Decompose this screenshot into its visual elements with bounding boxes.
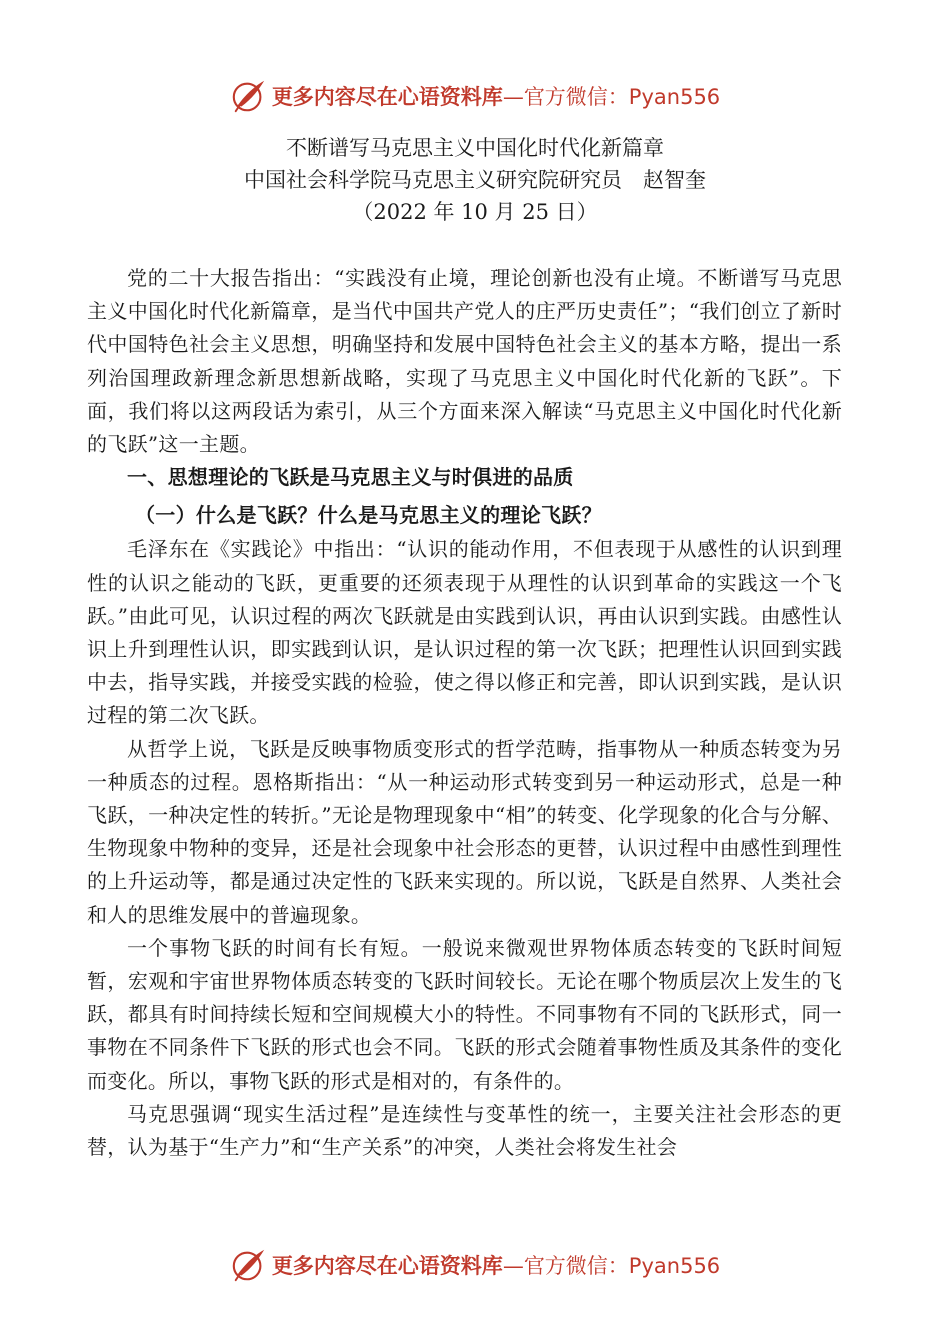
- banner-official-text: —官方微信：Pyan556: [502, 85, 721, 109]
- banner-main-text: 更多内容尽在心语资料库: [271, 85, 503, 109]
- body-paragraph: 马克思强调“现实生活过程”是连续性与变革性的统一，主要关注社会形态的更替，认为基于“生产力”和“生产关系”的冲突，人类社会将发生社会: [87, 1101, 842, 1160]
- section-heading: 一、思想理论的飞跃是马克思主义与时俱进的品质: [127, 465, 574, 490]
- banner-text: [272, 1250, 720, 1280]
- body-paragraph: 从哲学上说，飞跃是反映事物质变形式的哲学范畴，指事物从一种质态转变为另一种质态的过程。恩格斯指出：“从一种运动形式转变到另一种运动形式，总是一种飞跃，一种决定性的转折。”无论是物理现象中“相”的转变、化学现象的化合与分解、生物现象中物种的变异，还是社会现象中社会形态的更替，认识过程中由感性到理性的上升运动等，都是通过决定性的飞跃来实现的。所以说，飞跃是自然界、人类社会和人的思维发展中的普遍现象。: [87, 736, 842, 927]
- article-author: 中国社会科学院马克思主义研究院研究员 赵智奎: [244, 168, 706, 192]
- body-paragraph: 一个事物飞跃的时间有长有短。一般说来微观世界物体质态转变的飞跃时间短暂，宏观和宇宙世界物体质态转变的飞跃时间较长。无论在哪个物质层次上发生的飞跃，都具有时间持续长短和空间规模大小的特性。不同事物有不同的飞跃形式，同一事物在不同条件下飞跃的形式也会不同。飞跃的形式会随着事物性质及其条件的变化而变化。所以，事物飞跃的形式是相对的，有条件的。: [87, 935, 842, 1093]
- banner-official-text: —官方微信：Pyan556: [502, 1254, 721, 1278]
- banner-text: [272, 81, 720, 111]
- quill-pen-logo-icon: [230, 1246, 268, 1284]
- article-title: 不断谱写马克思主义中国化时代化新篇章: [286, 136, 664, 160]
- article-body: [87, 262, 842, 1164]
- banner-main-text: 更多内容尽在心语资料库: [271, 1254, 503, 1278]
- body-paragraph: 毛泽东在《实践论》中指出：“认识的能动作用，不但表现于从感性的认识到理性的认识之能动的飞跃，更重要的还须表现于从理性的认识到革命的实践这一个飞跃。”由此可见，认识过程的两次飞跃就是由实践到认识，再由认识到实践。由感性认识上升到理性认识，即实践到认识，是认识过程的第一次飞跃；把理性认识回到实践中去，指导实践，并接受实践的检验，使之得以修正和完善，即认识到实践，是认识过程的第二次飞跃。: [87, 537, 842, 728]
- footer-banner: [0, 1241, 950, 1289]
- article-date: （2022 年 10 月 25 日）: [352, 200, 598, 224]
- quill-pen-logo-icon: [230, 77, 268, 115]
- subsection-heading: （一）什么是飞跃？什么是马克思主义的理论飞跃？: [135, 503, 602, 528]
- article-header: [0, 132, 950, 228]
- header-banner: [0, 72, 950, 120]
- intro-paragraph: 党的二十大报告指出：“实践没有止境，理论创新也没有止境。不断谱写马克思主义中国化时代化新篇章，是当代中国共产党人的庄严历史责任”；“我们创立了新时代中国特色社会主义思想，明确坚持和发展中国特色社会主义的基本方略，提出一系列治国理政新理念新思想新战略，实现了马克思主义中国化时代化新的飞跃”。下面，我们将以这两段话为索引，从三个方面来深入解读“马克思主义中国化时代化新的飞跃”这一主题。: [87, 266, 842, 457]
